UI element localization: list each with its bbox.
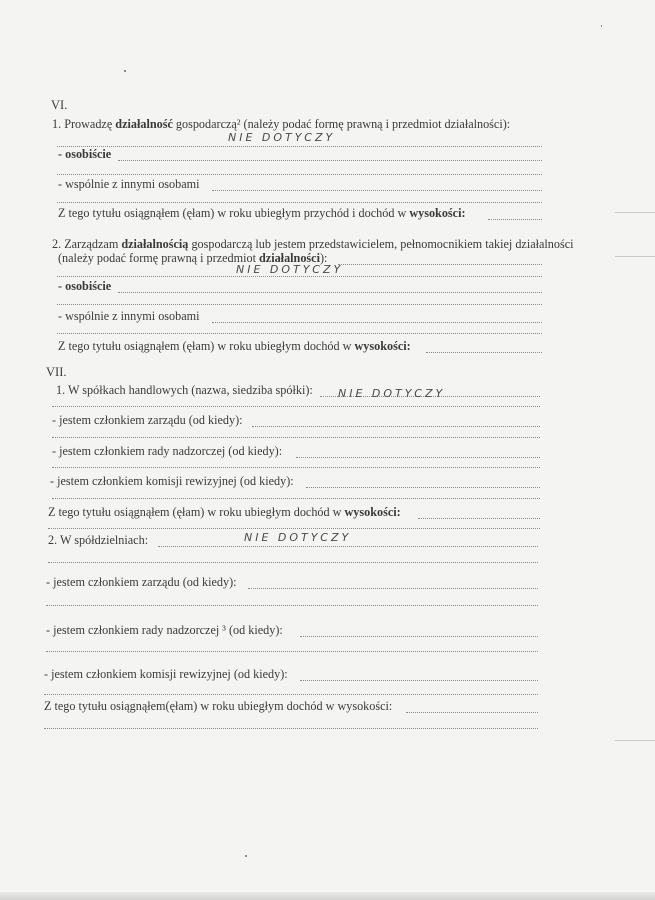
vii-item1-audit-label: - jestem członkiem komisji rewizyjnej (od kiedy):: [50, 474, 294, 488]
vi-item2-answer-line: [57, 276, 542, 277]
vi-item1-handwritten-answer: NIE DOTYCZY: [228, 131, 336, 144]
vii-item1-board-line: [252, 426, 540, 427]
vi-item1-income-line: [488, 219, 542, 220]
vi-item2-income-label: Z tego tytułu osiągnąłem (ęłam) w roku ubiegłym dochód w wysokości:: [58, 339, 411, 353]
vi-item1-personal-label: - osobiście: [58, 147, 112, 161]
vi-item1-personal-line: [118, 160, 542, 161]
vii-item1-supervisory-line: [296, 457, 540, 458]
vii-item1-handwritten-answer: NIE DOTYCZY: [338, 387, 446, 400]
vi-item1-answer-line: [57, 146, 542, 147]
vii-item2-audit-line: [300, 680, 538, 681]
scan-speck: [601, 25, 602, 27]
scan-edge-mark: [615, 256, 655, 257]
vi-item2-label-line: [338, 264, 542, 265]
vi-item2-label-line2: (należy podać formę prawną i przedmiot działalności):: [58, 251, 328, 265]
vii-item1-supervisory-label: - jestem członkiem rady nadzorczej (od kiedy):: [52, 444, 283, 458]
vii-item1-income-extra-line: [48, 528, 540, 529]
vii-item2-supervisory-label: - jestem członkiem rady nadzorczej ³ (od kiedy):: [46, 623, 283, 637]
vii-item2-board-extra-line: [46, 605, 538, 606]
section-vii-heading: VII.: [46, 365, 67, 379]
vi-item2-jointly-label: - wspólnie z innymi osobami: [58, 309, 200, 323]
vii-item2-extra-line: [48, 562, 538, 563]
vii-item2-label: 2. W spółdzielniach:: [48, 533, 149, 547]
vii-item1-board-extra-line: [52, 437, 540, 438]
vii-item1-income-line: [418, 518, 540, 519]
vi-item1-jointly-line: [212, 190, 542, 191]
vii-item2-income-line: [406, 712, 538, 713]
vi-item2-jointly-extra-line: [57, 333, 542, 334]
vii-item2-board-label: - jestem członkiem zarządu (od kiedy):: [46, 575, 237, 589]
vi-item1-jointly-extra-line: [57, 202, 542, 203]
vii-item2-audit-label: - jestem członkiem komisji rewizyjnej (od kiedy):: [44, 667, 288, 681]
vii-item2-audit-extra-line: [44, 694, 538, 695]
scan-edge-mark: [615, 740, 655, 741]
vii-item1-board-label: - jestem członkiem zarządu (od kiedy):: [52, 413, 243, 427]
vi-item2-income-line: [426, 352, 542, 353]
vi-item1-label: 1. Prowadzę działalność gospodarczą² (należy podać formę prawną i przedmiot działalności):: [52, 117, 511, 131]
vi-item1-income-label: Z tego tytułu osiągnąłem (ęłam) w roku ubiegłym przychód i dochód w wysokości:: [58, 206, 466, 220]
vi-item1-extra-line: [57, 174, 542, 175]
vii-item1-label: 1. W spółkach handlowych (nazwa, siedziba spółki):: [56, 383, 313, 397]
vii-item1-audit-extra-line: [52, 498, 540, 499]
vii-item1-income-label: Z tego tytułu osiągnąłem (ęłam) w roku ubiegłym dochód w wysokości:: [48, 505, 401, 519]
vii-item2-income-extra-line: [44, 728, 538, 729]
section-vi-heading: VI.: [51, 98, 68, 112]
vi-item2-jointly-line: [212, 322, 542, 323]
vi-item2-extra-line: [57, 304, 542, 305]
vii-item2-supervisory-extra-line: [46, 651, 538, 652]
vii-item2-handwritten-answer: NIE DOTYCZY: [244, 531, 352, 544]
vi-item2-personal-line: [118, 292, 542, 293]
scan-bottom-edge: [0, 892, 655, 900]
scan-edge-mark: [615, 212, 655, 213]
vii-item2-income-label: Z tego tytułu osiągnąłem(ęłam) w roku ubiegłym dochód w wysokości:: [44, 699, 393, 713]
vii-item1-audit-line: [306, 487, 540, 488]
vii-item1-supervisory-extra-line: [52, 467, 540, 468]
vi-item2-label-line1: 2. Zarządzam działalnością gospodarczą lub jestem przedstawicielem, pełnomocnikiem takiej działalności: [52, 237, 574, 251]
scan-speck: [124, 70, 126, 72]
vii-item2-answer-line: [158, 546, 538, 547]
vii-item2-supervisory-line: [300, 636, 538, 637]
scan-speck: [245, 855, 247, 857]
vii-item2-board-line: [248, 588, 538, 589]
vi-item1-jointly-label: - wspólnie z innymi osobami: [58, 177, 200, 191]
vi-item2-personal-label: - osobiście: [58, 279, 112, 293]
vi-item2-handwritten-answer: NIE DOTYCZY: [236, 263, 344, 276]
vii-item1-extra-line: [52, 406, 540, 407]
